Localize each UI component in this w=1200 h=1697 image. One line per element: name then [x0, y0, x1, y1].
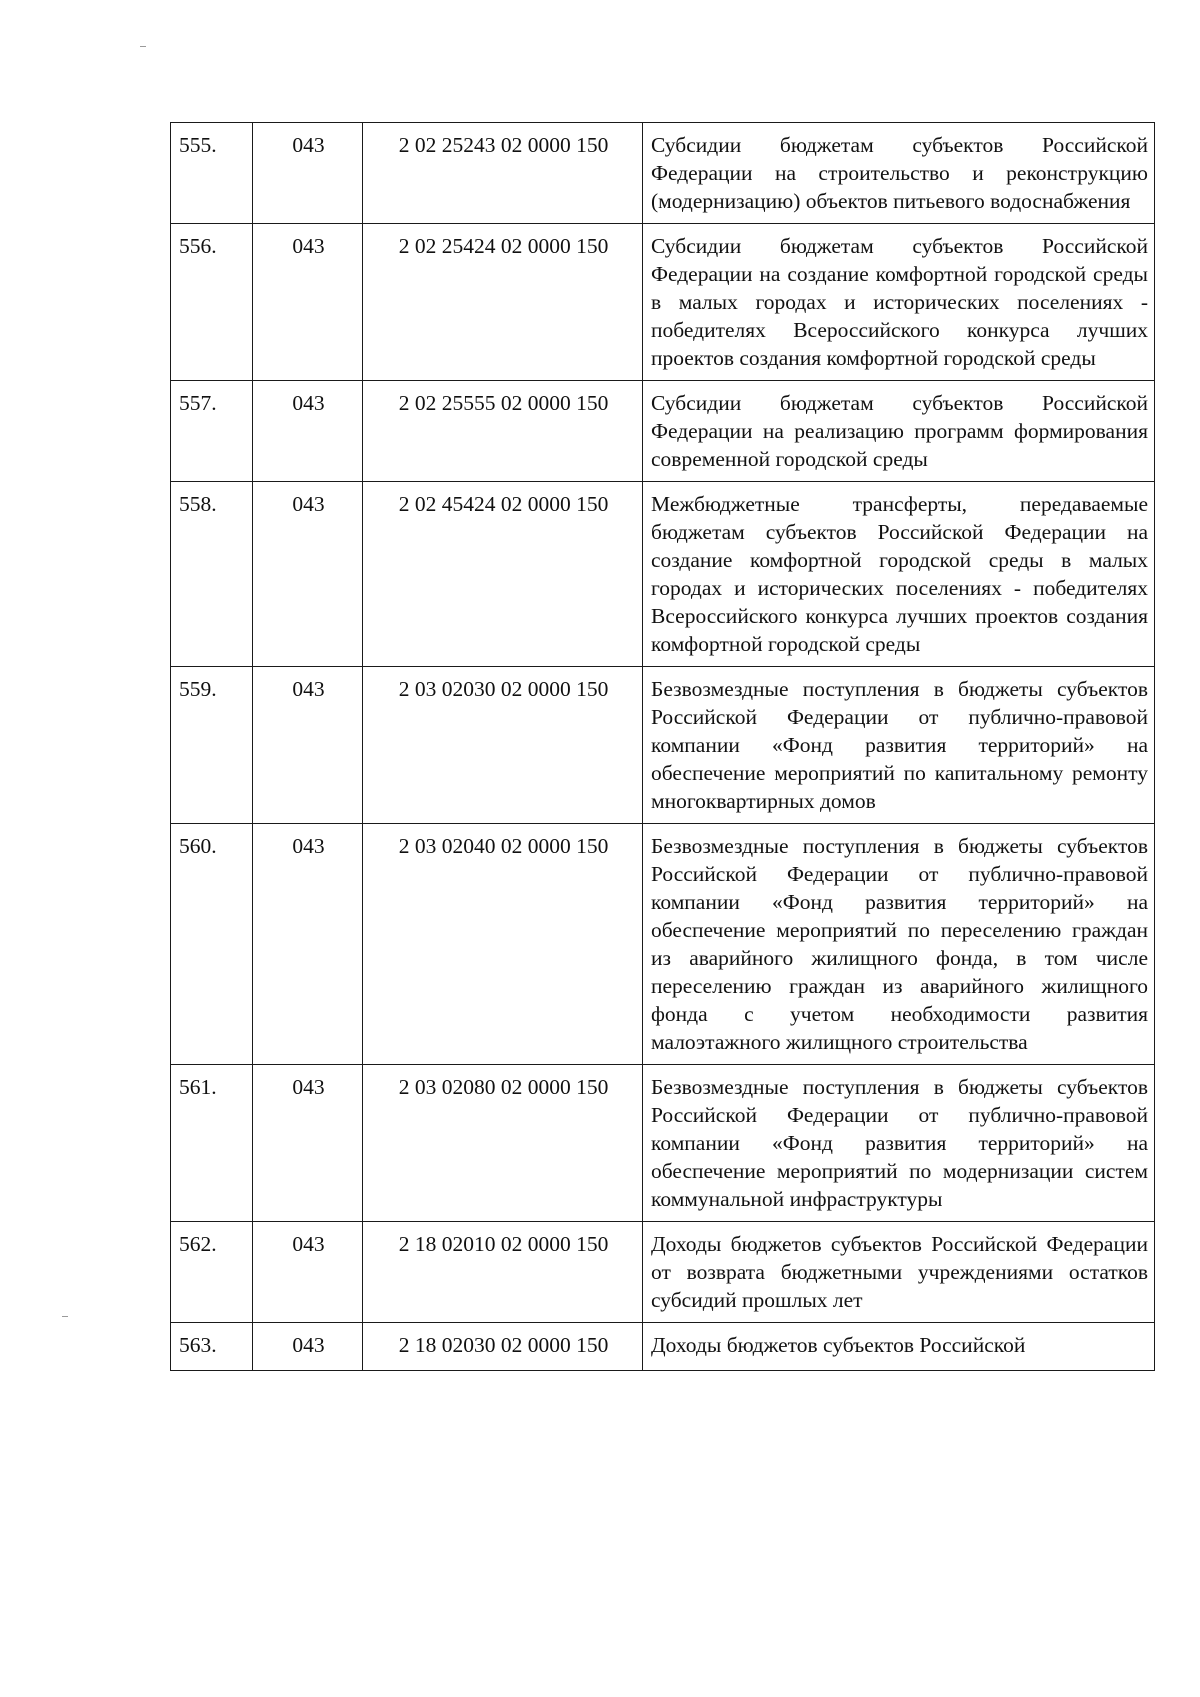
budget-classification-code: 2 03 02040 02 0000 150 [363, 824, 643, 1065]
budget-classification-code: 2 02 45424 02 0000 150 [363, 482, 643, 667]
revenue-name: Безвозмездные поступления в бюджеты субъектов Российской Федерации от публично-правовой компании «Фонд развития территорий» на обеспечение мероприятий по капитальному ремонту многоквартирных домов [643, 667, 1155, 824]
row-number: 557. [171, 381, 253, 482]
table-row [171, 1065, 1155, 1222]
table-row [171, 667, 1155, 824]
administrator-code: 043 [253, 1222, 363, 1323]
table-row [171, 224, 1155, 381]
administrator-code: 043 [253, 667, 363, 824]
revenue-name: Безвозмездные поступления в бюджеты субъектов Российской Федерации от публично-правовой компании «Фонд развития территорий» на обеспечение мероприятий по модернизации систем коммунальной инфраструктуры [643, 1065, 1155, 1222]
administrator-code: 043 [253, 482, 363, 667]
administrator-code: 043 [253, 824, 363, 1065]
revenue-name: Доходы бюджетов субъектов Российской Федерации от возврата бюджетными учреждениями остатков субсидий прошлых лет [643, 1222, 1155, 1323]
revenue-name: Субсидии бюджетам субъектов Российской Федерации на создание комфортной городской среды в малых городах и исторических поселениях - победителях Всероссийского конкурса лучших проектов создания комфортной городской среды [643, 224, 1155, 381]
row-number: 555. [171, 123, 253, 224]
scan-speck [62, 1316, 68, 1317]
row-number: 558. [171, 482, 253, 667]
revenue-name: Субсидии бюджетам субъектов Российской Федерации на реализацию программ формирования современной городской среды [643, 381, 1155, 482]
revenue-name: Безвозмездные поступления в бюджеты субъектов Российской Федерации от публично-правовой компании «Фонд развития территорий» на обеспечение мероприятий по переселению граждан из аварийного жилищного фонда, в том числе переселению граждан из аварийного жилищного фонда с учетом необходимости развития малоэтажного жилищного строительства [643, 824, 1155, 1065]
row-number: 562. [171, 1222, 253, 1323]
budget-classification-code: 2 03 02080 02 0000 150 [363, 1065, 643, 1222]
row-number: 561. [171, 1065, 253, 1222]
administrator-code: 043 [253, 1323, 363, 1371]
budget-classification-code: 2 02 25243 02 0000 150 [363, 123, 643, 224]
administrator-code: 043 [253, 381, 363, 482]
budget-classification-code: 2 02 25424 02 0000 150 [363, 224, 643, 381]
table-row [171, 381, 1155, 482]
administrator-code: 043 [253, 224, 363, 381]
table-row [171, 482, 1155, 667]
revenue-name: Межбюджетные трансферты, передаваемые бюджетам субъектов Российской Федерации на создание комфортной городской среды в малых городах и исторических поселениях - победителях Всероссийского конкурса лучших проектов создания комфортной городской среды [643, 482, 1155, 667]
row-number: 559. [171, 667, 253, 824]
table-row [171, 1323, 1155, 1371]
budget-classification-code: 2 18 02030 02 0000 150 [363, 1323, 643, 1371]
revenue-name: Доходы бюджетов субъектов Российской [643, 1323, 1155, 1371]
revenue-name: Субсидии бюджетам субъектов Российской Федерации на строительство и реконструкцию (модернизацию) объектов питьевого водоснабжения [643, 123, 1155, 224]
budget-classification-code: 2 18 02010 02 0000 150 [363, 1222, 643, 1323]
row-number: 556. [171, 224, 253, 381]
scan-speck [140, 46, 146, 47]
revenue-codes-table [170, 122, 1155, 1371]
budget-classification-code: 2 03 02030 02 0000 150 [363, 667, 643, 824]
table-row [171, 123, 1155, 224]
budget-classification-code: 2 02 25555 02 0000 150 [363, 381, 643, 482]
table-row [171, 1222, 1155, 1323]
administrator-code: 043 [253, 123, 363, 224]
row-number: 560. [171, 824, 253, 1065]
table-row [171, 824, 1155, 1065]
row-number: 563. [171, 1323, 253, 1371]
administrator-code: 043 [253, 1065, 363, 1222]
